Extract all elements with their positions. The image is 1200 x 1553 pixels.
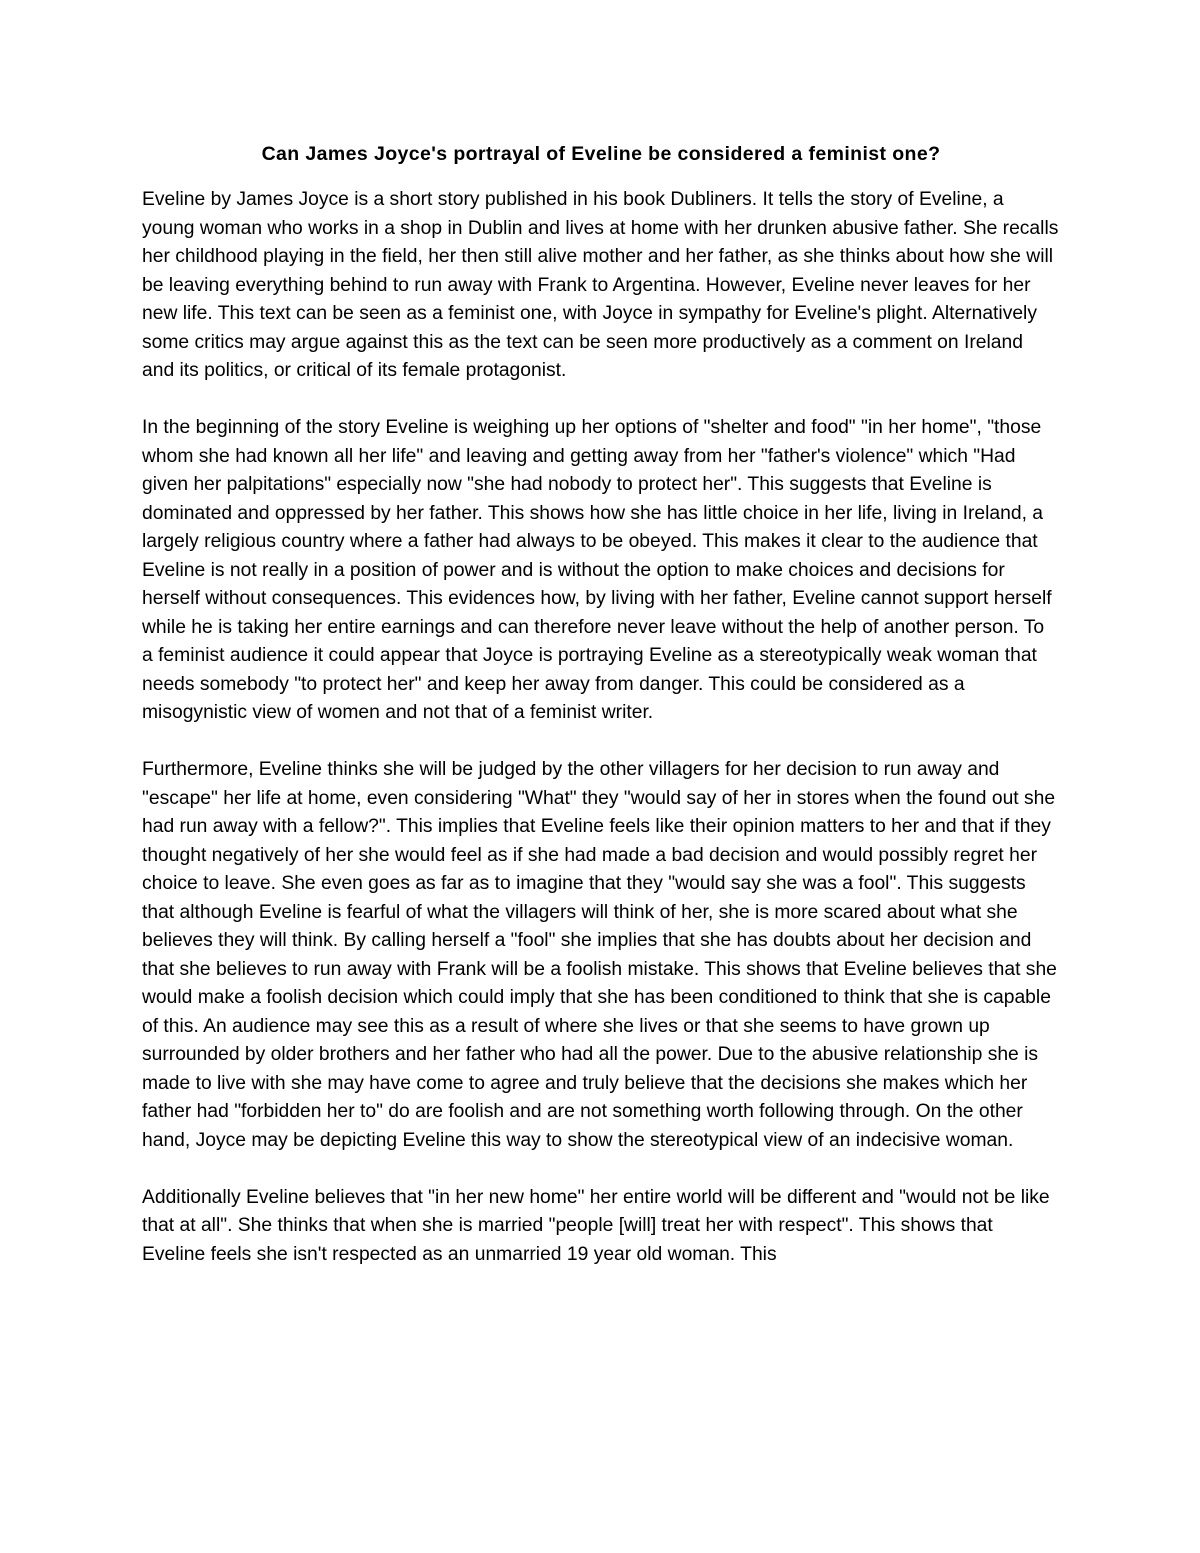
document-page	[142, 140, 1060, 1269]
paragraph-furthermore: Furthermore, Eveline thinks she will be judged by the other villagers for her decision to run away and "escape" her life at home, even considering "What" they "would say of her in stores when the found out she had run away with a fellow?". This implies that Eveline feels like their opinion matters to her and that if they thought negatively of her she would feel as if she had made a bad decision and would possibly regret her choice to leave. She even goes as far as to imagine that they "would say she was a fool". This suggests that although Eveline is fearful of what the villagers will think of her, she is more scared about what she believes they will think. By calling herself a "fool" she implies that she has doubts about her decision and that she believes to run away with Frank will be a foolish mistake. This shows that Eveline believes that she would make a foolish decision which could imply that she has been conditioned to think that she is capable of this. An audience may see this as a result of where she lives or that she seems to have grown up surrounded by older brothers and her father who had all the power. Due to the abusive relationship she is made to live with she may have come to agree and truly believe that the decisions she makes which her father had "forbidden her to" do are foolish and are not something worth following through. On the other hand, Joyce may be depicting Eveline this way to show the stereotypical view of an indecisive woman.	[142, 759, 1057, 1151]
paragraph-introduction: Eveline by James Joyce is a short story published in his book Dubliners. It tells the story of Eveline, a young woman who works in a shop in Dublin and lives at home with her drunken abusive father. She recalls her childhood playing in the field, her then still alive mother and her father, as she thinks about how she will be leaving everything behind to run away with Frank to Argentina. However, Eveline never leaves for her new life. This text can be seen as a feminist one, with Joyce in sympathy for Eveline's plight. Alternatively some critics may argue against this as the text can be seen more productively as a comment on Ireland and its politics, or critical of its female protagonist.	[142, 189, 1059, 381]
paragraph-beginning: In the beginning of the story Eveline is weighing up her options of "shelter and food" "in her home", "those whom she had known all her life" and leaving and getting away from her "father's violence" which "Had given her palpitations" especially now "she had nobody to protect her". This suggests that Eveline is dominated and oppressed by her father. This shows how she has little choice in her life, living in Ireland, a largely religious country where a father had always to be obeyed. This makes it clear to the audience that Eveline is not really in a position of power and is without the option to make choices and decisions for herself without consequences. This evidences how, by living with her father, Eveline cannot support herself while he is taking her entire earnings and can therefore never leave without the help of another person. To a feminist audience it could appear that Joyce is portraying Eveline as a stereotypically weak woman that needs somebody "to protect her" and keep her away from danger. This could be considered as a misogynistic view of women and not that of a feminist writer.	[142, 417, 1052, 723]
document-title: Can James Joyce's portrayal of Eveline be considered a feminist one?	[261, 143, 941, 165]
paragraph-additionally: Additionally Eveline believes that "in her new home" her entire world will be different and "would not be like that at all". She thinks that when she is married "people [will] treat her with respect". This shows that Eveline feels she isn't respected as an unmarried 19 year old woman. This	[142, 1186, 1050, 1265]
